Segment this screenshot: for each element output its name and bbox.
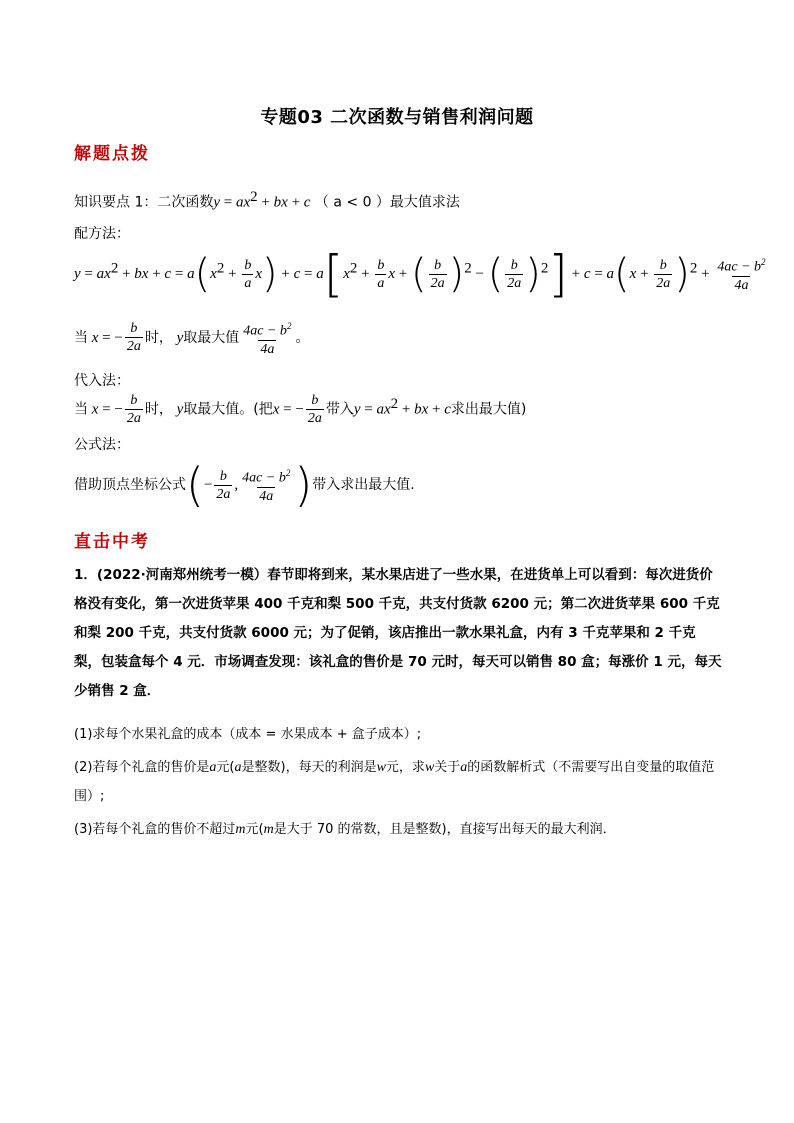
problem-1-text: 1．(2022·河南郑州统考一模）春节即将到来，某水果店进了一些水果，在进货单上可以看到：每次进货价格没有变化，第一次进货苹果 400 千克和梨 500 千克，共支付货款 6200 元；第二次进货苹果 600 千克和梨 200 千克，共支付货款 6000 元；为了促销，该店推出一款水果礼盒，内有 3 千克苹果和 2 千克梨，包装盒每个 4 元．市场调查发现：该礼盒的售价是 70 元时，每天可以销售 80 盒；每涨价 1 元，每天少销售 2 盒．: [74, 567, 722, 699]
section-heading-exam: 直击中考: [74, 532, 150, 552]
completing-square-formula: $y = ax^2$ + bx + $c = a(x^2$ + $\frac{b}{a}$ $x) + c = a[x^2$ + $\frac{b}{a}$ x + ( $\frac{b}{2a}$ )$^2$ − ( $\frac{b}{2a}$ )$^2$] + c = a(x + $\frac{b}{2a}$ )$^2$ + $\frac{4ac - b^2}{4a}$: [74, 245, 766, 303]
problem-1-question-1: (1)求每个水果礼盒的成本（成本 = 水果成本 + 盒子成本）;: [74, 727, 422, 742]
knowledge-point-1: 知识要点 1：二次函数$y = ax^2$ + bx + c （ a < 0 ）最大值求法: [74, 189, 460, 211]
problem-1-question-2: (2)若每个礼盒的售价是a元(a是整数)，每天的利润是w元，求w关于a的函数解析式（不需要写出自变量的取值范围）;: [74, 760, 715, 804]
substitution-statement: 当 x = − $\frac{b}{2a}$ 时， y取最大值。(把x = − $\frac{b}{2a}$ 带入$y = ax^2$ + bx + c求出最大值): [74, 393, 527, 426]
section-heading-tips: 解题点拨: [74, 144, 150, 164]
method-completing-square-label: 配方法：: [74, 226, 130, 242]
vertex-formula-statement: 借助顶点坐标公式(− $\frac{b}{2a}$ , $\frac{4ac - b^2}{4a}$ )带入求出最大值.: [74, 458, 415, 512]
max-value-statement: 当 x = − $\frac{b}{2a}$ 时， y取最大值 $\frac{4ac - b^2}{4a}$ 。: [74, 321, 310, 357]
page-title: 专题03 二次函数与销售利润问题: [260, 107, 534, 128]
problem-1-question-3: (3)若每个礼盒的售价不超过m元(m是大于 70 的常数，且是整数)，直接写出每天的最大利润．: [74, 822, 616, 837]
method-formula-label: 公式法：: [74, 437, 130, 453]
method-substitution-label: 代入法：: [74, 373, 130, 389]
